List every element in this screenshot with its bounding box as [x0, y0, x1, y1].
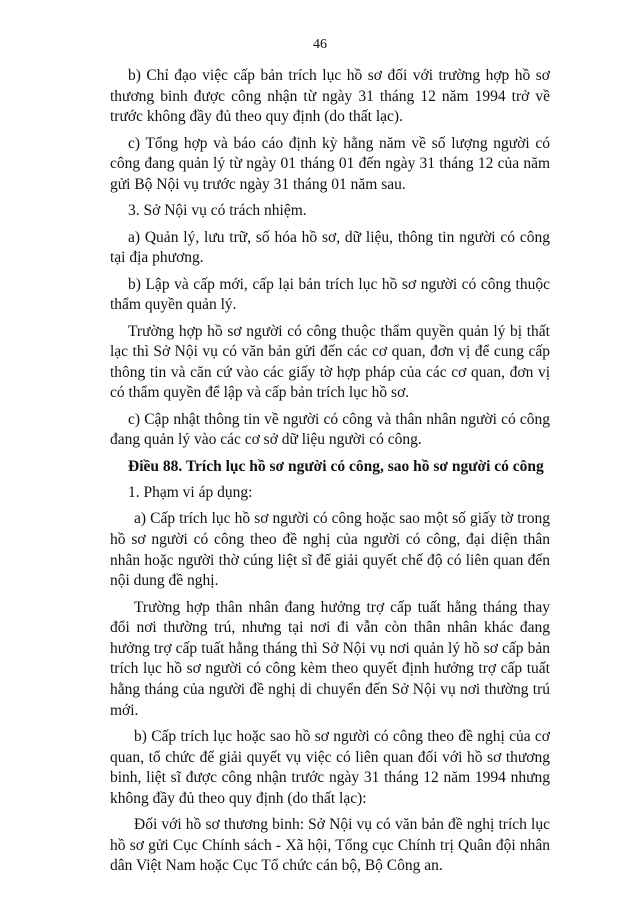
paragraph: b) Lập và cấp mới, cấp lại bản trích lục hồ sơ người có công thuộc thẩm quyền quản lý. — [110, 275, 550, 314]
paragraph: Đối với hồ sơ thương binh: Sở Nội vụ có văn bản đề nghị trích lục hồ sơ gửi Cục Chính sách - Xã hội, Tổng cục Chính trị Quân đội nhân dân Việt Nam hoặc Cục Tổ chức cán bộ, Bộ Công an. — [110, 816, 550, 875]
document-body — [110, 66, 550, 883]
paragraph: b) Chỉ đạo việc cấp bản trích lục hồ sơ đối với trường hợp hồ sơ thương binh được công nhận từ ngày 31 tháng 12 năm 1994 trở về trước không đầy đủ theo quy định (do thất lạc). — [110, 67, 550, 126]
paragraph: c) Cập nhật thông tin về người có công và thân nhân người có công đang quản lý vào các cơ sở dữ liệu người có công. — [110, 410, 550, 449]
paragraph: 1. Phạm vi áp dụng: — [128, 484, 253, 502]
paragraph: a) Quản lý, lưu trữ, số hóa hồ sơ, dữ liệu, thông tin người có công tại địa phương. — [110, 228, 550, 267]
paragraph: Trường hợp thân nhân đang hưởng trợ cấp tuất hằng tháng thay đổi nơi thường trú, nhưng tại nơi đi vẫn còn thân nhân khác đang hưởng trợ cấp tuất hằng tháng thì Sở Nội vụ nơi quản lý hồ sơ cấp bản trích lục hồ sơ người có công kèm theo quyết định hưởng trợ cấp tuất hằng tháng của người đề nghị di chuyển đến Sở Nội vụ nơi thường trú mới. — [110, 598, 550, 719]
article-heading: Điều 88. Trích lục hồ sơ người có công, sao hồ sơ người có công — [128, 457, 544, 475]
paragraph: b) Cấp trích lục hoặc sao hồ sơ người có công theo đề nghị của cơ quan, tổ chức để giải quyết vụ việc có liên quan đối với hồ sơ thương binh, liệt sĩ được công nhận trước ngày 31 tháng 12 năm 1994 nhưng không đầy đủ theo quy định (do thất lạc): — [110, 727, 550, 807]
paragraph: 3. Sở Nội vụ có trách nhiệm. — [128, 202, 307, 220]
paragraph: c) Tổng hợp và báo cáo định kỳ hằng năm về số lượng người có công đang quản lý từ ngày 01 tháng 01 đến ngày 31 tháng 12 của năm gửi Bộ Nội vụ trước ngày 31 tháng 01 năm sau. — [110, 134, 550, 193]
page-number: 46 — [313, 37, 327, 52]
paragraph: Trường hợp hồ sơ người có công thuộc thẩm quyền quản lý bị thất lạc thì Sở Nội vụ có văn bản gửi đến các cơ quan, đơn vị để cung cấp thông tin và căn cứ vào các giấy tờ hợp pháp của các cơ quan, đơn vị có thẩm quyền để lập và cấp bản trích lục hồ sơ. — [110, 322, 550, 402]
paragraph: a) Cấp trích lục hồ sơ người có công hoặc sao một số giấy tờ trong hồ sơ người có công theo đề nghị của người có công, đại diện thân nhân hoặc người thờ cúng liệt sĩ để giải quyết chế độ có liên quan đến nội dung đề nghị. — [110, 510, 550, 590]
